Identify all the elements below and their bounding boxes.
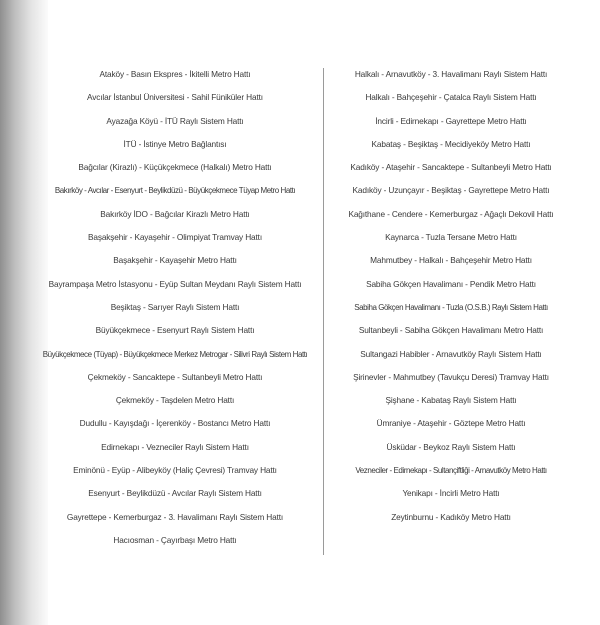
list-item: Avcılar İstanbul Üniversitesi - Sahil Füniküler Hattı <box>87 92 263 103</box>
list-item: Şişhane - Kabataş Raylı Sistem Hattı <box>385 395 517 406</box>
list-item: Vezneciler - Edirnekapı - Sultançiftliği - Arnavutköy Metro Hattı <box>355 466 547 476</box>
list-item: Büyükçekmece - Esenyurt Raylı Sistem Hattı <box>95 325 255 336</box>
list-item: İTÜ - İstinye Metro Bağlantısı <box>123 138 227 149</box>
left-column-list <box>40 63 310 552</box>
list-item: Sabiha Gökçen Havalimanı - Tuzla (O.S.B.) Raylı Sistem Hattı <box>354 302 548 312</box>
list-item: Esenyurt - Beylikdüzü - Avcılar Raylı Sistem Hattı <box>88 488 262 499</box>
list-item: Çekmeköy - Sancaktepe - Sultanbeyli Metro Hattı <box>87 371 263 382</box>
list-item: Halkalı - Bahçeşehir - Çatalca Raylı Sistem Hattı <box>365 92 537 103</box>
list-item: Başakşehir - Kayaşehir - Olimpiyat Tramvay Hattı <box>87 232 262 243</box>
list-item: Ümraniye - Ataşehir - Göztepe Metro Hattı <box>376 418 526 429</box>
list-item: Kağıthane - Cendere - Kemerburgaz - Ağaçlı Dekovil Hattı <box>348 208 554 219</box>
list-item: Kadıköy - Ataşehir - Sancaktepe - Sultanbeyli Metro Hattı <box>350 162 552 173</box>
list-item: Sultanbeyli - Sabiha Gökçen Havalimanı Metro Hattı <box>358 325 544 336</box>
list-item: Kaynarca - Tuzla Tersane Metro Hattı <box>385 232 517 243</box>
list-item: Bakırköy - Avcılar - Esenyurt - Beylikdüzü - Büyükçekmece Tüyap Metro Hattı <box>54 186 296 196</box>
list-item: Dudullu - Kayışdağı - İçerenköy - Bostancı Metro Hattı <box>79 418 271 429</box>
list-item: Büyükçekmece (Tüyap) - Büyükçekmece Merkez Metrogar - Silivri Raylı Sistem Hattı <box>42 349 308 359</box>
list-item: Beşiktaş - Sarıyer Raylı Sistem Hattı <box>110 301 240 312</box>
list-item: Başakşehir - Kayaşehir Metro Hattı <box>113 255 237 266</box>
list-item: Halkalı - Arnavutköy - 3. Havalimanı Raylı Sistem Hattı <box>354 69 548 79</box>
column-divider <box>323 68 324 555</box>
list-item: Şirinevler - Mahmutbey (Tavukçu Deresi) Tramvay Hattı <box>353 371 549 382</box>
list-item: Üsküdar - Beykoz Raylı Sistem Hattı <box>386 441 516 452</box>
list-item: Mahmutbey - Halkalı - Bahçeşehir Metro Hattı <box>370 255 532 266</box>
list-item: Hacıosman - Çayırbaşı Metro Hattı <box>113 534 237 545</box>
list-item: Gayrettepe - Kemerburgaz - 3. Havalimanı Raylı Sistem Hattı <box>66 511 284 522</box>
list-item: Kabataş - Beşiktaş - Mecidiyeköy Metro Hattı <box>371 138 531 149</box>
list-item: İncirli - Edirnekapı - Gayrettepe Metro Hattı <box>375 115 527 126</box>
list-item: Bağcılar (Kirazlı) - Küçükçekmece (Halkalı) Metro Hattı <box>78 162 272 173</box>
right-column-list <box>326 63 576 529</box>
list-item: Bakırköy İDO - Bağcılar Kirazlı Metro Hattı <box>100 208 250 219</box>
list-item: Edirnekapı - Vezneciler Raylı Sistem Hattı <box>101 441 249 452</box>
list-item: Ayazağa Köyü - İTÜ Raylı Sistem Hattı <box>106 115 244 126</box>
list-item: Yenikapı - İncirli Metro Hattı <box>402 488 500 499</box>
list-item: Sultangazi Habibler - Arnavutköy Raylı Sistem Hattı <box>360 348 542 359</box>
list-item: Kadıköy - Uzunçayır - Beşiktaş - Gayrettepe Metro Hattı <box>352 185 550 196</box>
list-item: Bayrampaşa Metro İstasyonu - Eyüp Sultan Meydanı Raylı Sistem Hattı <box>48 278 302 289</box>
list-item: Eminönü - Eyüp - Alibeyköy (Haliç Çevresi) Tramvay Hattı <box>73 465 277 476</box>
list-item: Çekmeköy - Taşdelen Metro Hattı <box>115 395 235 406</box>
list-item: Ataköy - Basın Ekspres - İkitelli Metro Hattı <box>99 69 251 79</box>
list-item: Sabiha Gökçen Havalimanı - Pendik Metro Hattı <box>366 278 536 289</box>
list-item: Zeytinburnu - Kadıköy Metro Hattı <box>391 511 511 522</box>
